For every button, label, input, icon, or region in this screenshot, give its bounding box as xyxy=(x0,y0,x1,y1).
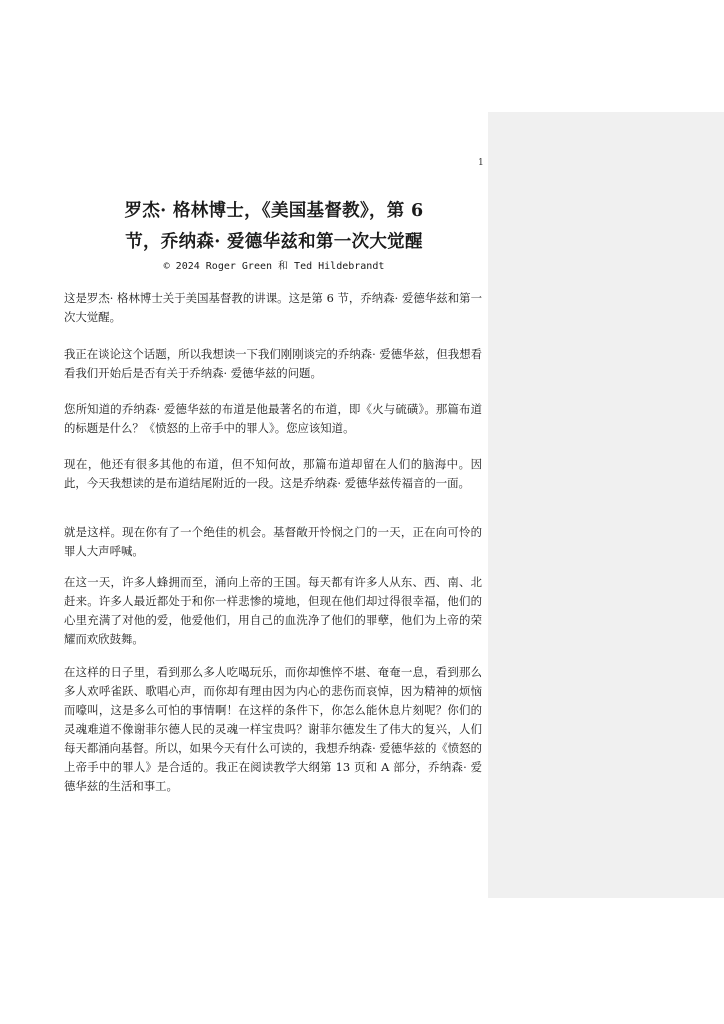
document-title xyxy=(64,196,484,258)
paragraph-topic: 我正在谈论这个话题，所以我想读一下我们刚刚谈完的乔纳森· 爱德华兹，但我想看看我们开始后是否有关于乔纳森· 爱德华兹的问题。 xyxy=(64,347,482,380)
paragraph-opportunity: 就是这样。现在你有了一个绝佳的机会。基督敞开怜悯之门的一天，正在向可怜的罪人大声呼喊。 xyxy=(64,525,482,558)
paragraph-other-sermons: 现在，他还有很多其他的布道，但不知何故，那篇布道却留在人们的脑海中。因此，今天我想读的是布道结尾附近的一段。这是乔纳森· 爱德华兹传福音的一面。 xyxy=(64,457,482,490)
paragraph-intro: 这是罗杰· 格林博士关于美国基督教的讲课。这是第 6 节，乔纳森· 爱德华兹和第一次大觉醒。 xyxy=(64,291,482,324)
paragraph-revival: 在这样的日子里，看到那么多人吃喝玩乐，而你却憔悴不堪、奄奄一息，看到那么多人欢呼雀跃、歌唱心声，而你却有理由因为内心的悲伤而哀悼，因为精神的烦恼而嚎叫，这是多么可怕的事情啊！在这样的条件下，你怎么能休息片刻呢？你们的灵魂难道不像谢菲尔德人民的灵魂一样宝贵吗？谢菲尔德发生了伟大的复兴，人们每天都涌向基督。所以，如果今天有什么可读的，我想乔纳森· 爱德华兹的《愤怒的上帝手中的罪人》是合适的。我正在阅读教学大纲第 13 页和 A 部分，乔纳森· 爱德华兹的生活和事工。 xyxy=(64,665,482,793)
copyright-line: © 2024 Roger Green 和 Ted Hildebrandt xyxy=(163,261,385,272)
paragraph-sermon-title: 您所知道的乔纳森· 爱德华兹的布道是他最著名的布道，即《火与硫磺》。那篇布道的标题是什么？《愤怒的上帝手中的罪人》。您应该知道。 xyxy=(64,402,482,435)
comment-sidebar xyxy=(488,112,724,898)
title-line-1: 罗杰· 格林博士，《美国基督教》，第 6 xyxy=(124,201,424,221)
page-number: 1 xyxy=(478,158,484,168)
paragraph-kingdom: 在这一天，许多人蜂拥而至，涌向上帝的王国。每天都有许多人从东、西、南、北赶来。许多人最近都处于和你一样悲惨的境地，但现在他们却过得很幸福，他们的心里充满了对他的爱，他爱他们，用自己的血洗净了他们的罪孽，他们为上帝的荣耀而欢欣鼓舞。 xyxy=(64,575,482,646)
title-line-2: 节，乔纳森· 爱德华兹和第一次大觉醒 xyxy=(125,232,423,252)
